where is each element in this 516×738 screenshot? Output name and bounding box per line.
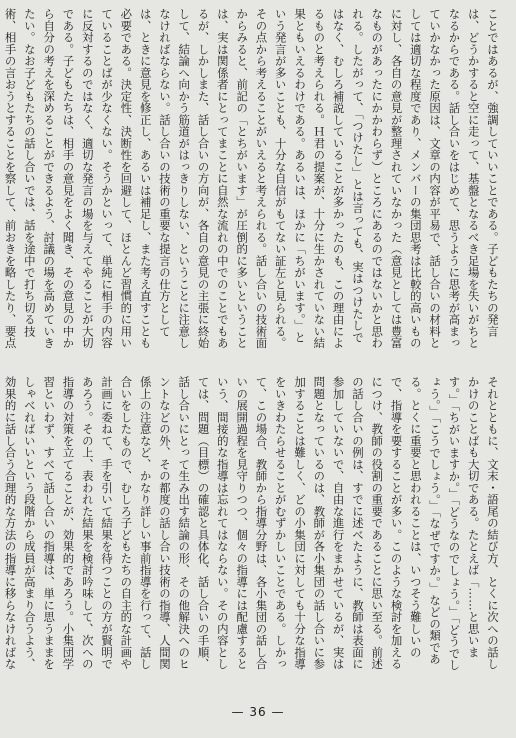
lower-paragraph: それとともに、文末・語尾の結び方、とくに次への話しかけのことばも大切である。たとえば「……と思います。」「ちがいますか。」「どうなのでしょう。」「どうでしょう。」「こうでしょう。」「なぜですか。」などの類である。とくに重要と思われることは、いつそう難しいので、指導を要することが多い。このような検討を加えるにつけ、教師の役割の重要であることに思い至る。前述の話し合いの例は、すでに述べたように、教師は表面に参加していないで、自由な進行をまかせているが、実は問題となっているのは、教師が各小集団の話し合いに参加することは難しく、どの小集団に対しても十分な指導をいきわたらせることがむずかしいことである。しかって、この場合、教師から指導分野は、各小集団の話し合いの展開過程を見守りつつ、個々の指導には配慮するという、間接的な指導は忘れてはならない。その内容としては、問題（目標）の確認と具体化、話し合いの手順、話し合いにとって生み出す結論の形、その他解決へのヒントなどの外、その都度の話し合い技術の指導、人間関係上の注意など、かなり詳しい事前指導を行って、話し合いをしたもので、むしろ子どもたちの自主的な計画や計画に委ねて、手を引いて結果を待つことの方が賢明であろう。その上、表われた結果を検討吟味して、次への指導の対策を立てることが、効果的であろう。小集団学習といわず、すべて話し合いの指導は、単に思うままをしゃべればいいという段階から成員が高まり合うよう、効果的に話し合う合理的な方法の指導に移らなければな (3, 376, 500, 671)
upper-paragraph: ことではあるが、強調していいことである。子どもたちの発言は、どうかすると空に走って、基盤となるべき足場を失いがちとなるからである。話し合いをはじめて、思うように思考が高まっていかなかった原因は、文章の内容が平易で、話し合いの材料としては適切な程度であり、メンバーの集団思考は比較的高いものに対し、各自の意見が整理されていなかった（意見としては豊富なものがあったにかかわらず）ところにあるのではないかと思われる。したがって、「つけたし」とは言っても、実はつけたしではなく、むしろ補説していることが多かったのも、この理由によるものと考えられる。Ｈ君の提案が、十分に生かされていない結果ともいえるわけである。あるいは、ほかに「ちがいます。」という発言が多いことも、十分な自信がもてない証左と見られる。その点から考えることがいえると考えられる。話し合いの技術面からみると、前記の「とちがいます」が圧倒的に多いということは、実は関係者にとってまことに自然な流れの中でのことでもあるが、しかしまた、話し合いの方向が、各自の意見の主張に終始して、結論へ向かう筋道がはっきりしない、ということに注意しなければならない。話し合いの技術の重要な提言の仕方としては、ときに意見を修正し、あるいは補足し、また考え直すことも必要である。決定性、決断性を回避して、ほとんど習慣的に用いていることばが少なくない。そうかといって、単純に相手の内容に反対するのではなく、適切な発言の場を与えてやることが大切である。子どもたちは、相手の意見をよく聞き、その意見の中から自分の考えを深めることができるよう、討議の場を高めていきたい。なお子どもたちの話し合いでは、話を途中で打ち切る技術、相手の言おうとすることを察して、前おきを略したり、要点 (3, 8, 500, 349)
lower-text-block (3, 376, 502, 676)
page-number: — 36 — (231, 705, 285, 719)
upper-text-block (3, 8, 502, 350)
